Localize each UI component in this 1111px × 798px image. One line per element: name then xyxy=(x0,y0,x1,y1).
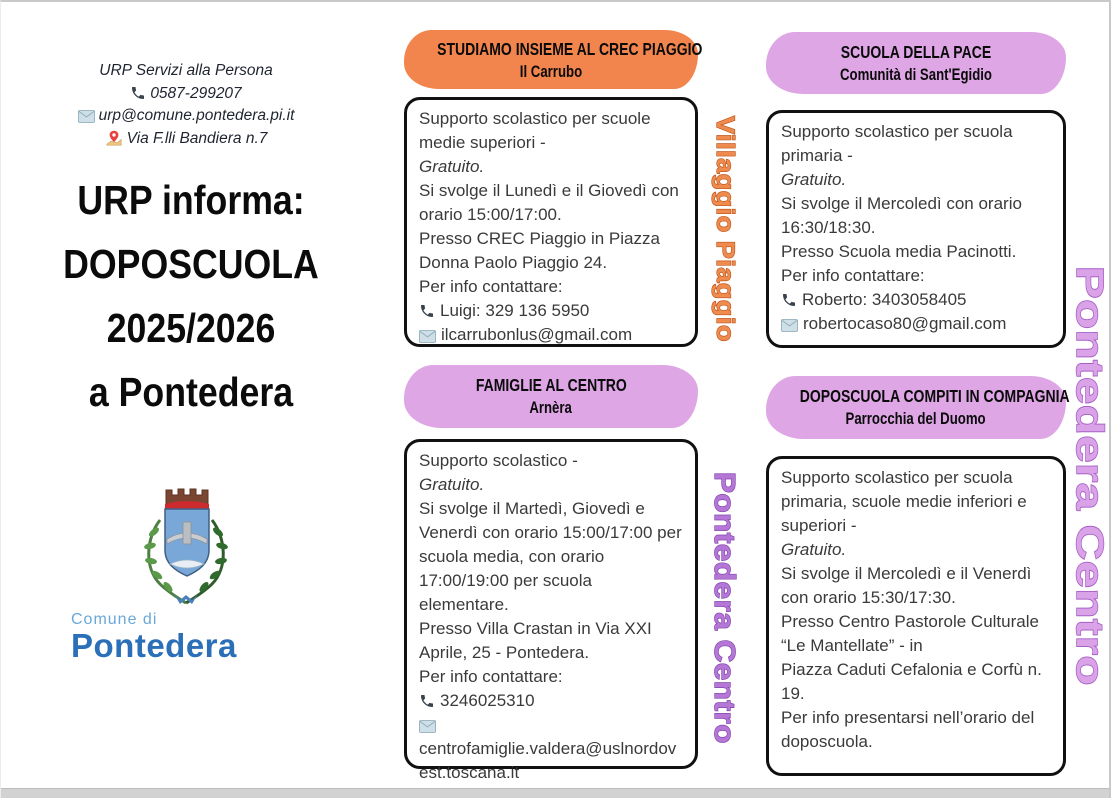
duomo-schedule: Si svolge il Mercoledì e il Venerdì con orario 15:30/17:30. xyxy=(781,564,1032,607)
page-bottom-border xyxy=(1,788,1109,798)
famiglie-schedule: Si svolge il Martedì, Giovedì e Venerdì con orario 15:00/17:00 per scuola media, con orario 17:00/19:00 per scuola elementare. xyxy=(419,499,682,614)
pace-email: robertocaso80@gmail.com xyxy=(803,314,1007,333)
famiglie-intro: Supporto scolastico - xyxy=(419,451,578,470)
page-title xyxy=(33,168,350,424)
svg-text:Villaggio Piaggio: Villaggio Piaggio xyxy=(711,116,739,326)
contact-email-row xyxy=(36,105,336,128)
header-pace xyxy=(766,32,1066,94)
contact-address-row xyxy=(36,128,336,151)
pace-info: Per info contattare: xyxy=(781,266,925,285)
header-crec-line1: STUDIAMO INSIEME AL CREC PIAGGIO xyxy=(437,39,703,59)
card-duomo xyxy=(766,456,1066,776)
pace-free: Gratuito. xyxy=(781,170,847,189)
contact-block xyxy=(36,60,336,150)
mail-icon xyxy=(78,110,95,123)
header-pace-line2: Comunità di Sant'Egidio xyxy=(840,66,992,84)
pace-schedule: Si svolge il Mercoledì con orario 16:30/18:30. xyxy=(781,194,1022,237)
duomo-location2: Piazza Caduti Cefalonia e Corfù n. 19. xyxy=(781,660,1042,703)
famiglie-phone: 3246025310 xyxy=(440,691,535,710)
card-famiglie xyxy=(404,439,698,782)
logo-caption-top: Comune di xyxy=(71,611,158,628)
duomo-intro: Supporto scolastico per scuola primaria, scuole medie inferiori e superiori - xyxy=(781,468,1027,535)
famiglie-info: Per info contattare: xyxy=(419,667,563,686)
card-pace xyxy=(766,110,1066,348)
title-line-3: 2025/2026 xyxy=(106,305,276,351)
crec-schedule: Si svolge il Lunedì e il Giovedì con orario 15:00/17:00. xyxy=(419,181,679,224)
map-pin-icon xyxy=(105,130,123,146)
duomo-free: Gratuito. xyxy=(781,540,847,559)
pontedera-coat-of-arms xyxy=(126,482,246,612)
famiglie-phone-row xyxy=(419,689,683,713)
vertical-label-pontedera-centro-mid xyxy=(700,468,746,748)
crec-info: Per info contattare: xyxy=(419,277,563,296)
logo-caption-bottom: Pontedera xyxy=(71,626,237,664)
title-line-2: DOPOSCUOLA xyxy=(63,241,319,287)
contact-email: urp@comune.pontedera.pi.it xyxy=(98,107,295,124)
mail-icon xyxy=(419,720,436,733)
header-duomo-line1: DOPOSCUOLA COMPITI IN COMPAGNIA xyxy=(799,386,1070,406)
crec-phone: Luigi: 329 136 5950 xyxy=(440,301,590,320)
title-line-1: URP informa: xyxy=(77,177,305,223)
header-crec xyxy=(404,30,703,89)
crec-phone-row xyxy=(419,299,683,323)
duomo-info: Per info presentarsi nell’orario del doposcuola. xyxy=(781,708,1035,751)
header-duomo xyxy=(766,376,1070,439)
famiglie-location: Presso Villa Crastan in Via XXI Aprile, 25 - Pontedera. xyxy=(419,619,652,662)
card-crec xyxy=(404,97,698,347)
famiglie-email: centrofamiglie.valdera@uslnordovest.toscana.it xyxy=(419,739,677,782)
crec-intro: Supporto scolastico per scuole medie superiori - xyxy=(419,109,651,152)
crec-free: Gratuito. xyxy=(419,157,485,176)
header-famiglie-line2: Arnèra xyxy=(529,399,573,417)
vertical-label-pontedera-centro-right xyxy=(1061,262,1111,696)
header-duomo-line2: Parrocchia del Duomo xyxy=(845,410,987,428)
title-line-4: a Pontedera xyxy=(88,369,294,415)
pace-phone-row xyxy=(781,288,1051,312)
crec-email: ilcarrubonlus@gmail.com xyxy=(441,325,633,344)
phone-icon xyxy=(419,693,435,709)
pace-phone: Roberto: 3403058405 xyxy=(802,290,967,309)
vertical-label-villaggio-piaggio xyxy=(702,112,746,350)
mail-icon xyxy=(781,319,798,332)
contact-phone-row xyxy=(36,83,336,106)
header-pace-line1: SCUOLA DELLA PACE xyxy=(840,42,992,62)
crec-email-row xyxy=(419,323,683,347)
mail-icon xyxy=(419,330,436,343)
contact-phone: 0587-299207 xyxy=(150,84,242,102)
svg-text:Pontedera Centro: Pontedera Centro xyxy=(1068,266,1110,593)
phone-icon xyxy=(419,303,435,319)
header-famiglie-line1: FAMIGLIE AL CENTRO xyxy=(475,375,627,395)
contact-address: Via F.lli Bandiera n.7 xyxy=(126,129,268,147)
famiglie-free: Gratuito. xyxy=(419,475,485,494)
pace-email-row xyxy=(781,312,1051,336)
crec-location: Presso CREC Piaggio in Piazza Donna Paolo Piaggio 24. xyxy=(419,229,660,272)
logo-caption xyxy=(71,612,237,663)
svg-text:Pontedera Centro: Pontedera Centro xyxy=(708,472,740,724)
header-crec-line2: Il Carrubo xyxy=(519,63,583,81)
famiglie-email-row xyxy=(419,713,683,785)
phone-icon xyxy=(781,292,797,308)
duomo-location: Presso Centro Pastorole Culturale “Le Mantellate” - in xyxy=(781,612,1039,655)
contact-org: URP Servizi alla Persona xyxy=(99,62,273,79)
pace-location: Presso Scuola media Pacinotti. xyxy=(781,242,1017,261)
header-famiglie xyxy=(404,365,698,428)
pace-intro: Supporto scolastico per scuola primaria - xyxy=(781,122,1013,165)
phone-icon xyxy=(130,85,146,101)
